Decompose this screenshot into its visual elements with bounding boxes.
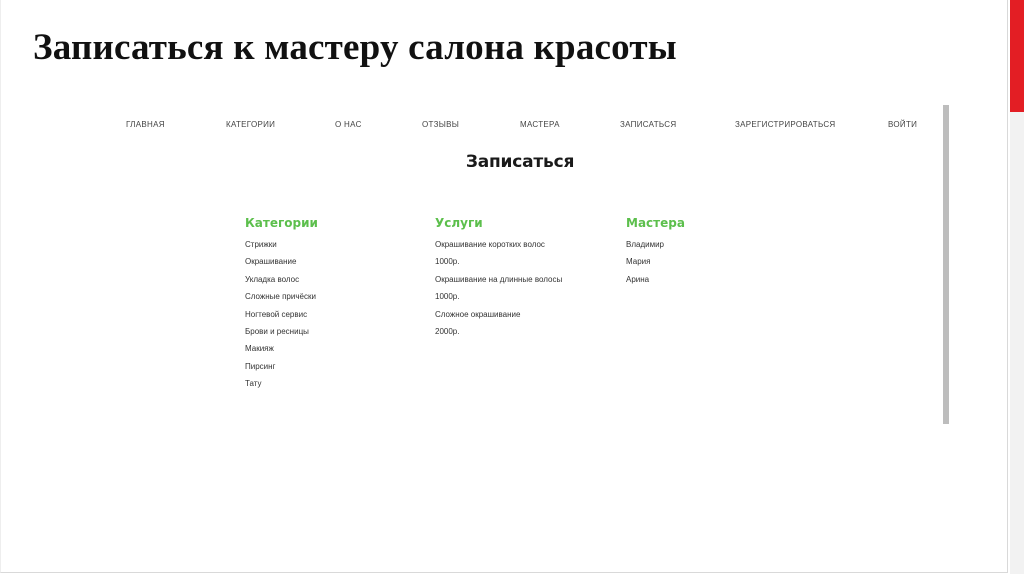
service-name[interactable]: Окрашивание коротких волос (435, 240, 545, 249)
nav-link-home[interactable]: ГЛАВНАЯ (126, 120, 165, 129)
nav-link-reviews[interactable]: ОТЗЫВЫ (422, 120, 460, 129)
nav-link-register[interactable]: ЗАРЕГИСТРИРОВАТЬСЯ (735, 120, 836, 129)
nav-link-about[interactable]: О НАС (335, 120, 362, 129)
category-item[interactable]: Стрижки (245, 240, 277, 249)
column-title-masters: Мастера (626, 216, 685, 230)
service-name[interactable]: Окрашивание на длинные волосы (435, 274, 563, 284)
master-item[interactable]: Владимир (626, 240, 665, 249)
masters-column (626, 216, 685, 292)
service-price: 2000р. (435, 326, 460, 336)
service-name[interactable]: Сложное окрашивание (435, 309, 521, 319)
nav-link-categories[interactable]: КАТЕГОРИИ (226, 120, 276, 129)
master-item[interactable]: Арина (626, 274, 650, 284)
category-item[interactable]: Сложные причёски (245, 292, 316, 302)
nav-link-login[interactable]: ВОЙТИ (888, 120, 918, 129)
category-item[interactable]: Тату (245, 379, 262, 389)
slide-side-strip (1010, 112, 1024, 574)
category-item[interactable]: Укладка волос (245, 274, 300, 284)
master-item[interactable]: Мария (626, 257, 651, 267)
category-item[interactable]: Брови и ресницы (245, 326, 309, 336)
service-price: 1000р. (435, 257, 460, 267)
page-heading: Записаться (465, 152, 575, 172)
category-item[interactable]: Пирсинг (245, 361, 276, 371)
category-item[interactable]: Окрашивание (245, 257, 297, 267)
categories-column (245, 216, 318, 397)
services-column (435, 216, 562, 344)
nav-link-book[interactable]: ЗАПИСАТЬСЯ (620, 120, 677, 129)
category-item[interactable]: Макияж (245, 344, 274, 354)
nav-link-masters[interactable]: МАСТЕРА (520, 120, 560, 129)
slide-accent-bar (1010, 0, 1024, 112)
category-item[interactable]: Ногтевой сервис (245, 309, 308, 319)
column-title-categories: Категории (245, 216, 318, 230)
slide-title: Записаться к мастеру салона красоты (33, 27, 677, 68)
service-price: 1000р. (435, 292, 460, 302)
column-title-services: Услуги (435, 216, 483, 230)
